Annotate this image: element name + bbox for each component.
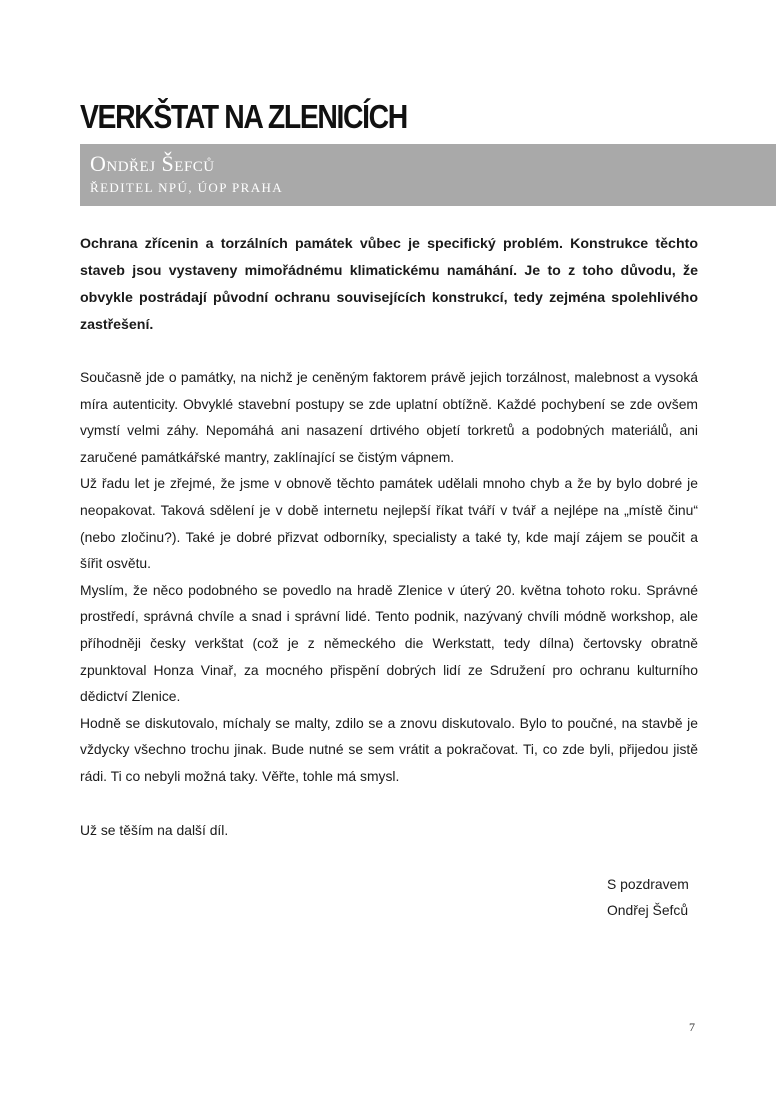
- body-paragraph: Už řadu let je zřejmé, že jsme v obnově těchto památek udělali mnoho chyb a že by bylo dobré je neopakovat. Taková sdělení je v době internetu nejlepší říkat tváří v tvář a nejlépe na „místě činu“ (nebo zločinu?). Také je dobré přizvat odborníky, specialisty a také ty, kde mají zájem se poučit a šířit osvětu.: [80, 475, 698, 572]
- body-paragraph: Současně jde o památky, na nichž je ceněným faktorem právě jejich torzálnost, malebnost a vysoká míra autenticity. Obvyklé stavební postupy se zde uplatní obtížně. Každé pochybení se zde ovšem vymstí velmi záhy. Nepomáhá ani nasazení drtivého objetí torkretů a podobných materiálů, ani zaručené památkářské mantry, zaklínající se čistým vápnem.: [80, 369, 698, 465]
- author-role: ŘEDITEL NPÚ, ÚOP PRAHA: [90, 180, 284, 195]
- article-body: [80, 364, 698, 790]
- signature-greeting: S pozdravem: [607, 876, 689, 892]
- body-paragraph: Hodně se diskutovalo, míchaly se malty, zdilo se a znovu diskutovalo. Bylo to poučné, na stavbě je vždycky všechno trochu jinak. Bude nutné se sem vrátit a pokračovat. Ti, co zde byli, přijedou jistě rádi. Ti co nebyli možná taky. Věřte, tohle má smysl.: [80, 714, 698, 784]
- body-paragraph: Myslím, že něco podobného se povedlo na hradě Zlenice v úterý 20. května tohoto roku. Správné prostředí, správná chvíle a snad i správní lidé. Tento podnik, nazývaný chvíli módně workshop, ale příhodněji česky verkštat (což je z německého die Werkstatt, tedy dílna) čertovsky obratně zpunktoval Honza Vinař, za mocného přispění dobrých lidí ze Sdružení pro ochranu kulturního dědictví Zlenice.: [80, 581, 698, 705]
- closing-line: Už se těším na další díl.: [80, 822, 229, 838]
- page-number: 7: [689, 1020, 695, 1034]
- author-name: Ondřej Šefců: [90, 151, 215, 176]
- author-band: [80, 144, 776, 206]
- signature: [607, 871, 689, 923]
- lead-paragraph: Ochrana zřícenin a torzálních památek vůbec je specifický problém. Konstrukce těchto staveb jsou vystaveny mimořádnému klimatickému namáhání. Je to z toho důvodu, že obvykle postrádají původní ochranu souvisejících konstrukcí, tedy zejména spolehlivého zastřešení.: [80, 236, 698, 333]
- signature-name: Ondřej Šefců: [607, 902, 689, 918]
- article-title: VERKŠTAT NA ZLENICÍCH: [80, 98, 407, 135]
